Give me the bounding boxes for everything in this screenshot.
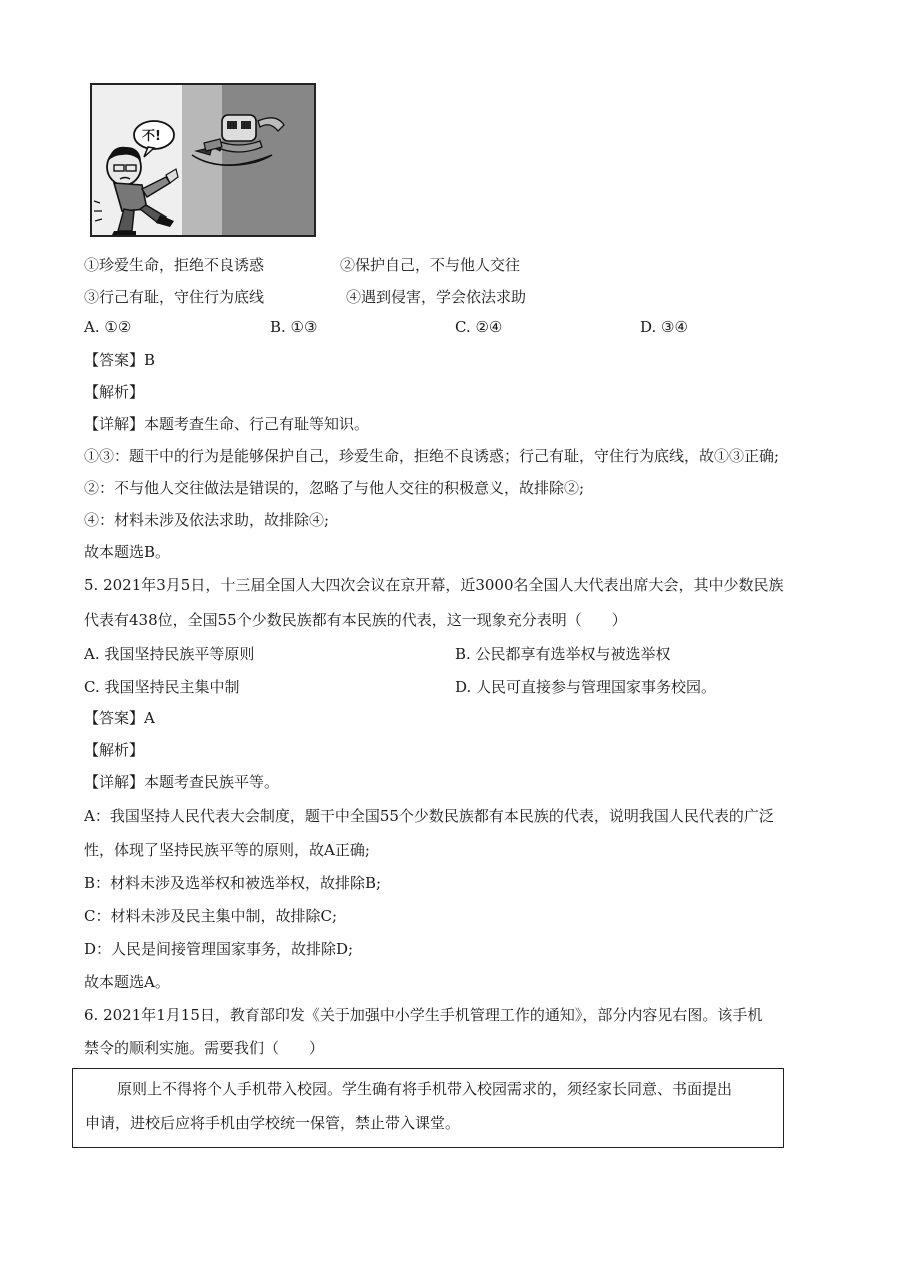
notice-line-1: 原则上不得将个人手机带入校园。学生确有将手机带入校园需求的，须经家长同意、书面提出 (117, 1080, 733, 1098)
notice-excerpt-box (72, 1068, 784, 1148)
q4-analysis-line-1: ①③：题干中的行为是能够保护自己，珍爱生命，拒绝不良诱惑；行己有耻，守住行为底线，故①③正确; (84, 447, 780, 465)
speech-bubble-text: 不! (142, 129, 161, 144)
q6-stem-line-1: 6. 2021年1月15日，教育部印发《关于加强中小学生手机管理工作的通知》，部分内容见右图。该手机 (84, 1006, 763, 1024)
q4-analysis-tag: 【解析】 (84, 383, 145, 401)
q5-analysis-tag: 【解析】 (84, 741, 145, 759)
notice-line-2: 申请，进校后应将手机由学校统一保管，禁止带入课堂。 (85, 1114, 461, 1132)
q5-choice-a: A. 我国坚持民族平等原则 (84, 645, 255, 663)
q4-option-2: ②保护自己，不与他人交往 (340, 256, 521, 274)
q4-option-3: ③行己有耻，守住行为底线 (84, 288, 265, 306)
q5-analysis-line-1: A：我国坚持人民代表大会制度，题干中全国55个少数民族都有本民族的代表，说明我国人民代表的广泛 (84, 807, 774, 825)
q5-stem-line-1: 5. 2021年3月5日，十三届全国人大四次会议在京开幕，近3000名全国人大代表出席大会，其中少数民族 (84, 576, 784, 594)
q5-detail: 【详解】本题考查民族平等。 (84, 773, 280, 791)
cartoon-illustration (90, 83, 316, 237)
q4-option-1: ①珍爱生命，拒绝不良诱惑 (84, 256, 265, 274)
q4-choice-d: D. ③④ (640, 318, 688, 336)
q4-answer: 【答案】B (84, 351, 156, 369)
q5-analysis-line-4: C：材料未涉及民主集中制，故排除C; (84, 907, 338, 925)
q6-stem-line-2: 禁令的顺利实施。需要我们（ ） (84, 1039, 325, 1057)
q4-detail: 【详解】本题考查生命、行己有耻等知识。 (84, 415, 370, 433)
q5-conclusion: 故本题选A。 (84, 973, 170, 991)
cartoon-drawing (92, 85, 314, 235)
q5-answer: 【答案】A (84, 709, 155, 727)
q5-choice-b: B. 公民都享有选举权与被选举权 (455, 645, 671, 663)
q5-analysis-line-5: D：人民是间接管理国家事务，故排除D; (84, 940, 354, 958)
q4-option-4: ④遇到侵害，学会依法求助 (346, 288, 527, 306)
q4-choice-b: B. ①③ (270, 318, 318, 336)
q5-analysis-line-2: 性，体现了坚持民族平等的原则，故A正确; (84, 841, 370, 859)
q4-choice-a: A. ①② (84, 318, 132, 336)
q4-conclusion: 故本题选B。 (84, 543, 171, 561)
q5-analysis-line-3: B：材料未涉及选举权和被选举权，故排除B; (84, 874, 382, 892)
q4-choice-c: C. ②④ (455, 318, 503, 336)
q4-analysis-line-2: ②：不与他人交往做法是错误的，忽略了与他人交往的积极意义，故排除②; (84, 479, 585, 497)
q5-choice-c: C. 我国坚持民主集中制 (84, 678, 240, 696)
q4-analysis-line-3: ④：材料未涉及依法求助，故排除④; (84, 511, 330, 529)
q5-choice-d: D. 人民可直接参与管理国家事务校园。 (455, 678, 717, 696)
q5-stem-line-2: 代表有438位，全国55个少数民族都有本民族的代表，这一现象充分表明（ ） (84, 611, 627, 629)
